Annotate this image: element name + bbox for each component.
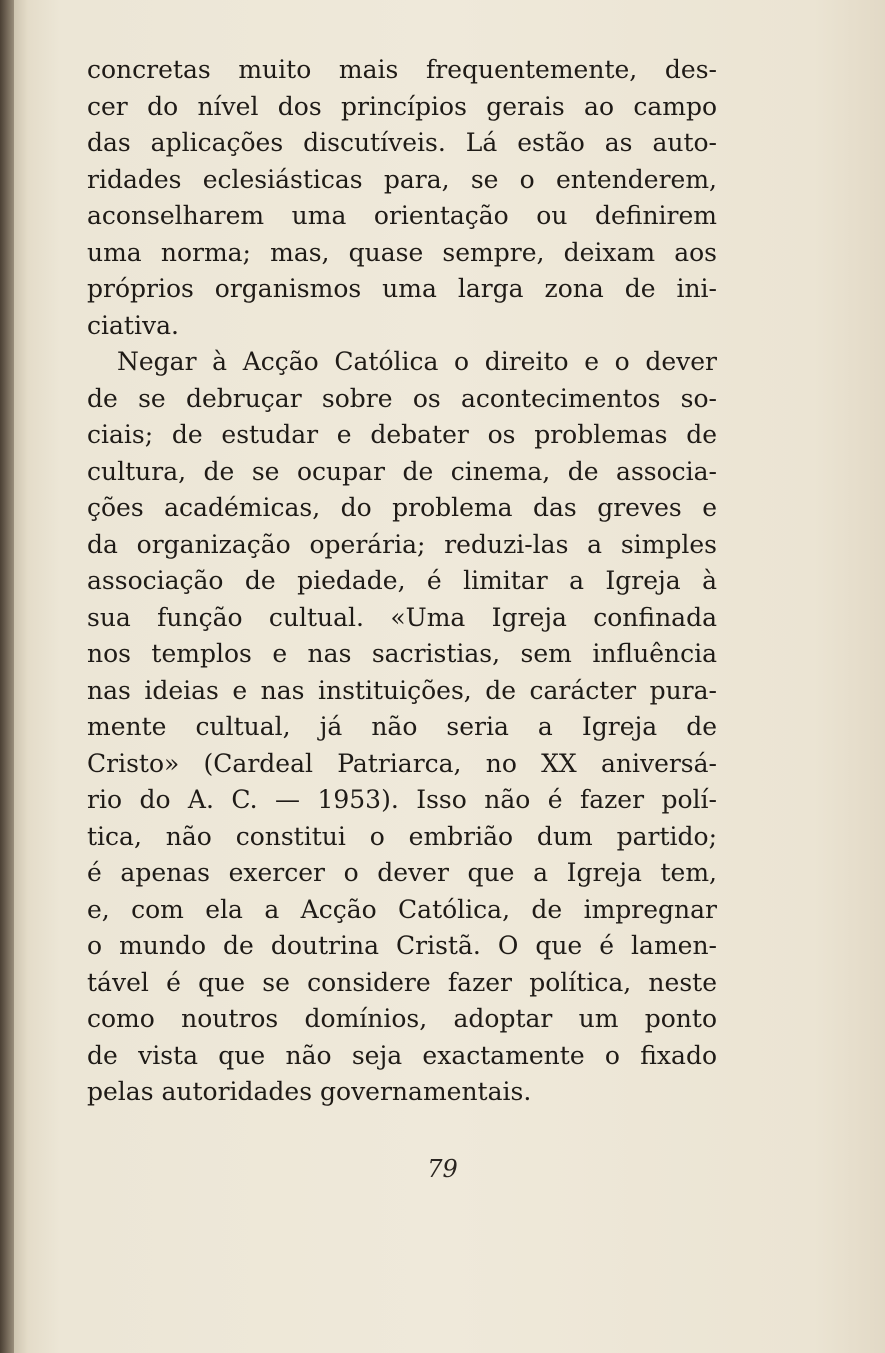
page-body-text xyxy=(87,52,717,1111)
text-line: da organização operária; reduzi-las a simples xyxy=(87,529,717,559)
text-line: uma norma; mas, quase sempre, deixam aos xyxy=(87,237,717,267)
text-line: ridades eclesiásticas para, se o entenderem, xyxy=(87,164,717,194)
text-line: ciativa. xyxy=(87,310,179,340)
text-line: como noutros domínios, adoptar um ponto xyxy=(87,1004,717,1033)
text-line: pelas autoridades governamentais. xyxy=(87,1077,532,1106)
book-spine-shadow xyxy=(0,0,14,1353)
page-number: 79 xyxy=(427,1155,458,1183)
text-line: sua função cultual. «Uma Igreja confinada xyxy=(87,602,717,632)
text-line: é apenas exercer o dever que a Igreja tem, xyxy=(87,858,717,887)
text-line: ciais; de estudar e debater os problemas de xyxy=(87,420,717,449)
text-line: tica, não constitui o embrião dum partido; xyxy=(87,821,717,851)
text-line: ções académicas, do problema das greves e xyxy=(87,493,717,522)
text-line: aconselharem uma orientação ou definirem xyxy=(87,201,717,230)
text-line: de vista que não seja exactamente o fixado xyxy=(87,1040,717,1070)
text-line: e, com ela a Acção Católica, de impregnar xyxy=(87,894,717,924)
text-line: concretas muito mais frequentemente, des- xyxy=(87,55,717,84)
text-line: das aplicações discutíveis. Lá estão as auto- xyxy=(87,128,717,157)
text-line: cer do nível dos princípios gerais ao campo xyxy=(87,91,717,121)
text-line: associação de piedade, é limitar a Igreja à xyxy=(87,566,717,595)
text-line: Negar à Acção Católica o direito e o dever xyxy=(117,347,717,376)
text-line: rio do A. C. — 1953). Isso não é fazer polí- xyxy=(87,785,717,814)
text-line: nos templos e nas sacristias, sem influência xyxy=(87,639,717,668)
text-line: o mundo de doutrina Cristã. O que é lamen- xyxy=(87,931,717,960)
paragraph-2 xyxy=(87,344,717,1111)
text-line: de se debruçar sobre os acontecimentos so- xyxy=(87,383,717,413)
text-line: próprios organismos uma larga zona de ini- xyxy=(87,274,717,303)
text-line: mente cultual, já não seria a Igreja de xyxy=(87,712,717,741)
text-line: nas ideias e nas instituições, de carácter pura- xyxy=(87,675,717,705)
text-line: cultura, de se ocupar de cinema, de associa- xyxy=(87,456,717,486)
paragraph-1 xyxy=(87,52,717,344)
text-line: Cristo» (Cardeal Patriarca, no XX aniversá- xyxy=(87,748,717,778)
text-line: tável é que se considere fazer política, neste xyxy=(87,967,717,997)
